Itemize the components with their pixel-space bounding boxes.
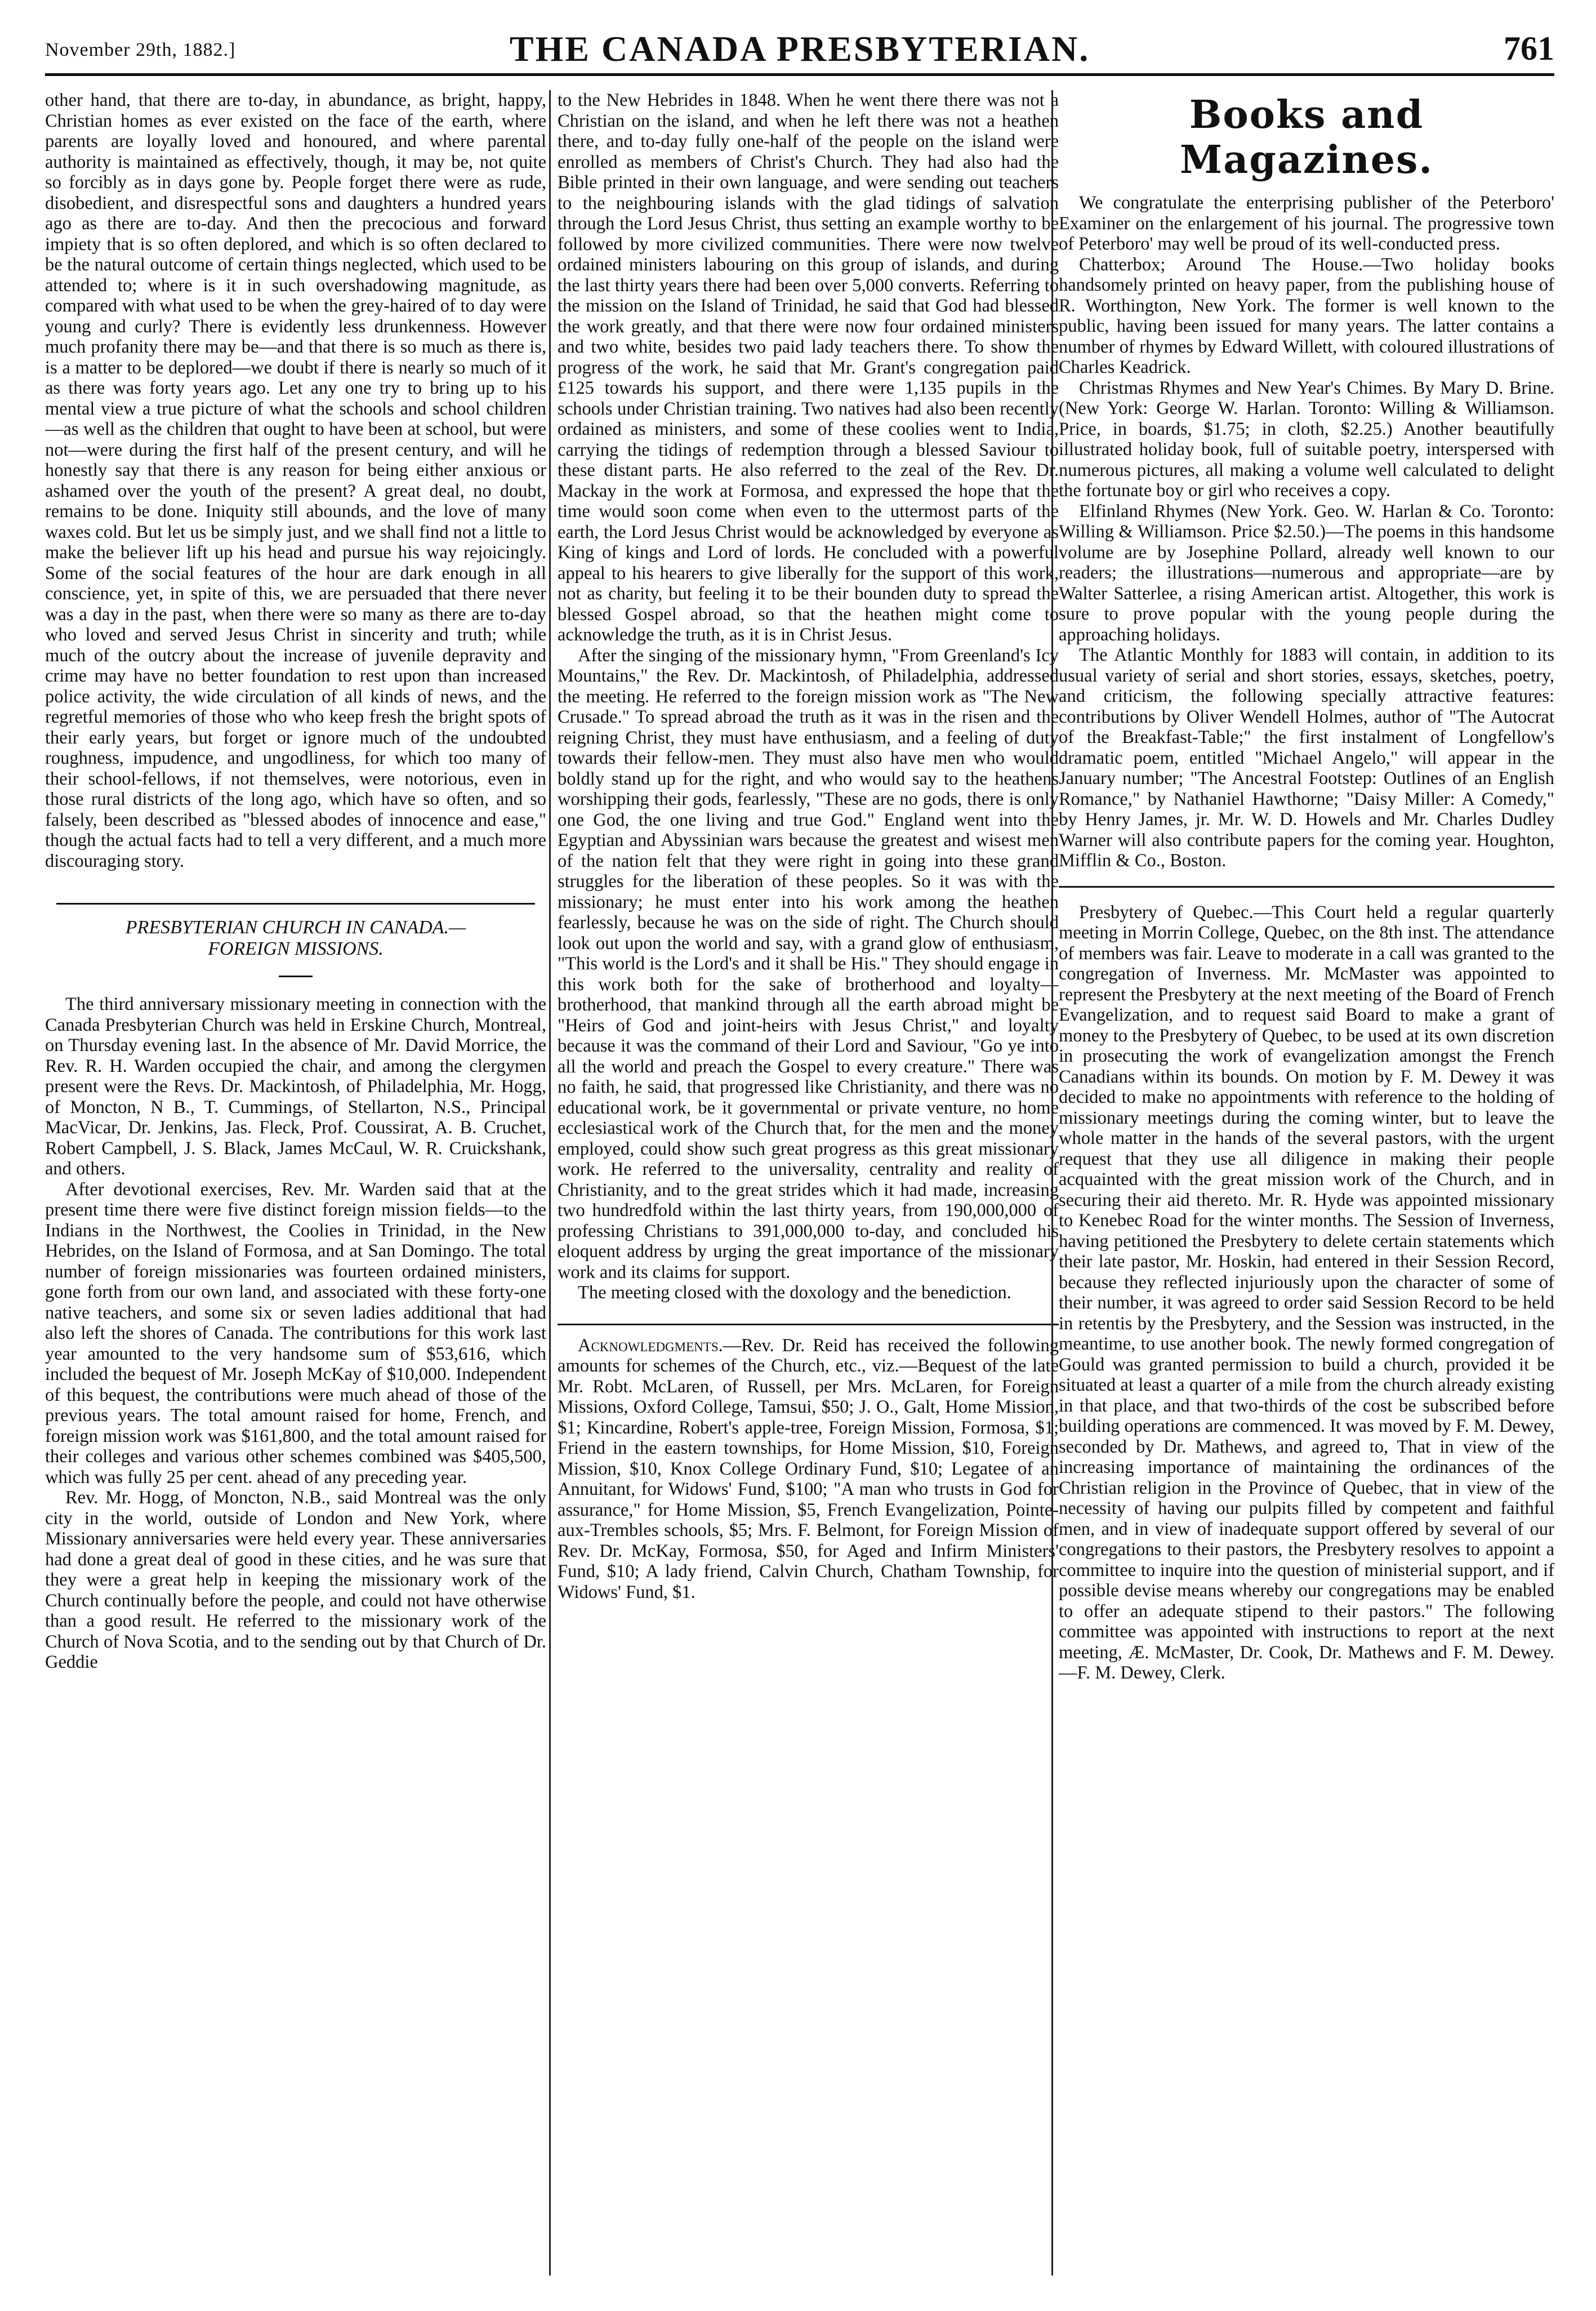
review-paragraph: Chatterbox; Around The House.—Two holiday books handsomely printed on heavy paper, from the publishing house of R. Worthington, New York. The former is well known to the public, having been issued for many years. The latter contains a number of rhymes by Edward Willett, with coloured illustrations of Charles Keadrick. <box>1059 254 1554 377</box>
review-paragraph: The Atlantic Monthly for 1883 will contain, in addition to its usual variety of serial and short stories, essays, sketches, poetry, and criticism, the following specially attractive features: contributions by Oliver Wendell Holmes, author of "The Autocrat of the Breakfast-Table;" the first instalment of Longfellow's dramatic poem, entitled "Michael Angelo," will appear in the January number; "The Ancestral Footstep: Outlines of an English Romance," by Nathaniel Hawthorne; "Daisy Miller: A Comedy," by Henry James, jr. Mr. W. D. Howels and Mr. Charles Dudley Warner will also contribute papers for the coming year. Houghton, Mifflin & Co., Boston. <box>1059 645 1554 871</box>
acknowledgments-paragraph <box>558 1335 1059 1603</box>
section-heading-foreign-missions <box>56 903 535 960</box>
books-and-magazines-section <box>1059 92 1554 888</box>
acknowledgments-heading: Acknowledgments. <box>578 1335 723 1356</box>
article-paragraph: to the New Hebrides in 1848. When he went there there was not a Christian on the island, and when he left there was not a heathen there, and to-day fully one-half of the people on the island were enrolled as members of Christ's Church. They had also had the Bible printed in their own language, and were sending out teachers to the neighbouring islands with the glad tidings of salvation through the Lord Jesus Christ, thus setting an example worthy to be followed by more civilized communities. There were now twelve ordained ministers labouring on this group of islands, and during the last thirty years there had been over 5,000 converts. Referring to the mission on the Island of Trinidad, he said that God had blessed the work greatly, and that there were now four ordained ministers and two white, besides two paid lady teachers there. To show the progress of the work, he said that Mr. Grant's congregation paid £125 towards his support, and there were 1,135 pupils in the schools under Christian training. Two natives had also been recently ordained as ministers, and some of these coolies went to India, carrying the tidings of redemption through a blessed Saviour to these distant parts. He also referred to the zeal of the Rev. Dr. Mackay in the work at Formosa, and expressed the hope that the time would soon come when even to the uttermost parts of the earth, the Lord Jesus Christ would be acknowledged by everyone as King of kings and Lord of lords. He concluded with a powerful appeal to his hearers to give liberally for the support of this work, not as charity, but feeling it to be their bounden duty to spread the blessed Gospel abroad, so that the heathen might come to acknowledge the truth, as it is in Christ Jesus. <box>558 90 1059 645</box>
section-heading-line: FOREIGN MISSIONS. <box>208 938 384 959</box>
page-number: 761 <box>1504 30 1554 67</box>
article-paragraph: After devotional exercises, Rev. Mr. Warden said that at the present time there were five distinct foreign mission fields—to the Indians in the Northwest, the Coolies in Trinidad, in the New Hebrides, on the Island of Formosa, and at San Domingo. The total number of foreign missionaries was fourteen ordained ministers, gone forth from our own land, and associated with these forty-one native teachers, and some six or seven ladies additional that had also left the shores of Canada. The contributions for this work last year amounted to the very handsome sum of $53,616, which included the bequest of Mr. Joseph McKay of $10,000. Independent of this bequest, the contributions were much ahead of those of the previous years. The total amount raised for home, French, and foreign mission work was $161,800, and the total amount raised for their colleges and various other schemes combined was $405,500, which was fully 25 per cent. ahead of any preceding year. <box>45 1179 546 1488</box>
acknowledgments-text: —Rev. Dr. Reid has received the following amounts for schemes of the Church, etc., viz.—Bequest of the late Mr. Robt. McLaren, of Russell, per Mrs. McLaren, for Foreign Missions, Oxford College, Tamsui, $50; J. O., Galt, Home Mission, $1; Kincardine, Robert's apple-tree, Foreign Mission, Formosa, $1; Friend in the eastern townships, for Home Mission, $10, Foreign Mission, $10, Knox College Ordinary Fund, $10; Legatee of an Annuitant, for Widows' Fund, $100; "A man who trusts in God for assurance," for Home Mission, $5, French Evangelization, Pointe-aux-Trembles schools, $5; Mrs. F. Belmont, for Foreign Mission of Rev. Dr. McKay, Formosa, $50, for Aged and Infirm Ministers' Fund, $10; A lady friend, Calvin Church, Chatham Township, for Widows' Fund, $1. <box>558 1335 1059 1602</box>
article-paragraph: The meeting closed with the doxology and the benediction. <box>578 1283 1011 1303</box>
acknowledgments-section <box>558 1324 1059 1603</box>
column-3 <box>1059 90 1554 2276</box>
column-1 <box>45 90 546 2276</box>
divider <box>279 976 313 977</box>
article-paragraph: After the singing of the missionary hymn, "From Greenland's Icy Mountains," the Rev. Dr. Mackintosh, of Philadelphia, addressed the meeting. He referred to the foreign mission work as "The New Crusade." To spread abroad the truth as it was in the risen and the reigning Christ, they must have enthusiasm, and a feeling of duty towards their fellow-men. They must also have men who would boldly stand up for the right, and who would say to the heathens worshipping their gods, fearlessly, "These are no gods, there is only one God, the one living and true God." England went into the Egyptian and Abyssinian wars because the greatest and wisest men of the nation felt that they were right in going into these grand struggles for the liberation of these peoples. So it was with the missionary; he must enter into his work among the heathen fearlessly, because he was on the side of right. The Church should look out upon the world and say, with a grand glow of enthusiasm, "This world is the Lord's and it shall be His." They should engage in this work both for the sake of brotherhood and loyalty—brotherhood, that mankind through all the earth abroad might be "Heirs of God and joint-heirs with Jesus Christ," and loyalty because it was the command of their Lord and Saviour, "Go ye into all the world and preach the Gospel to every creature." There was no faith, he said, that progressed like Christianity, and there was no educational work, be it governmental or private venture, no home ecclesiastical work of the Church that, for the men and the money employed, could show such great progress as this great missionary work. He referred to the universality, centrality and reality of Christianity, and to the great strides which it had made, increasing two hundredfold within the last thirty years, from 190,000,000 of professing Christians to 391,000,000 to-day, and concluded his eloquent address by urging the great importance of the missionary work and its claims for support. <box>558 645 1059 1283</box>
article-continuation: other hand, that there are to-day, in abundance, as bright, happy, Christian homes as ever existed on the face of the earth, where parents are loyally loved and honoured, and where parental authority is maintained as effectively, though, it may be, not quite so forcibly as in days gone by. People forget there were as rude, disobedient, and disrespectful sons and daughters a hundred years ago as there are to-day. And then the precocious and forward impiety that is so often deplored, and which is so often declared to be the natural outcome of certain things neglected, which used to be attended to; where is it in such overshadowing magnitude, as compared with what used to be when the grey-haired of to day were young and curly? There is evidently less drunkenness. However much profanity there may be—and that there is so much as there is, is a matter to be deplored—we doubt if there is nearly so much of it as there was forty years ago. Let any one try to bring up to his mental view a true picture of what the schools and school children—as well as the children that ought to have been at school, but were not—were during the first half of the present century, and will he honestly say that there is any reason for being either anxious or ashamed over the youth of the present? A great deal, no doubt, remains to be done. Iniquity still abounds, and the love of many waxes cold. But let us be simply just, and we shall find not a little to make the believer lift up his head and pursue his way rejoicingly. Some of the social features of the hour are dark enough in all conscience, yet, in spite of this, we are persuaded that there never was a day in the past, when there were so many as there are to-day who loved and served Jesus Christ in sincerity and truth; while much of the outcry about the increase of juvenile depravity and crime may have no better foundation to rest upon than increased police activity, the wide circulation of all kinds of news, and the regretful memories of those who who keep fresh the bright spots of their early years, but forget or ignore much of the undoubted roughness, impudence, and ungodliness, for which too many of their school-fellows, if not themselves, were notorious, even in those rural districts of the long ago, which have so often, and so falsely, been described as "blessed abodes of innocence and ease," though the actual facts had to tell a very different, and a much more discouraging story. <box>45 90 546 871</box>
presbytery-report: Presbytery of Quebec.—This Court held a regular quarterly meeting in Morrin College, Quebec, on the 8th inst. The attendance of members was fair. Leave to moderate in a call was granted to the congregation of Inverness. Mr. McMaster was appointed to represent the Presbytery at the next meeting of the Board of French Evangelization, and to request said Board to make a grant of money to the Presbytery of Quebec, to be used at its own discretion in prosecuting the work of evangelization amongst the French Canadians within its bounds. On motion by F. M. Dewey it was decided to make no appointments with reference to the holding of missionary meetings during the coming winter, but to leave the whole matter in the hands of the several pastors, with the urgent request that they use all diligence in making their people acquainted with the great mission work of the Church, and in securing their aid thereto. Mr. R. Hyde was appointed missionary to Kenebec Road for the winter months. The Session of Inverness, having petitioned the Presbytery to delete certain statements which their late pastor, Mr. Hoskin, had entered in their Session Record, because they reflected injuriously upon the character of some of their number, it was agreed to order said Session Record to be held in retentis by the Presbytery, and the Session was instructed, in the meantime, to use another book. The newly formed congregation of Gould was granted permission to build a church, provided it be situated at least a quarter of a mile from the church already existing in that place, and that two-thirds of the cost be subscribed before building operations are commenced. It was moved by F. M. Dewey, seconded by Dr. Mathews, and agreed to, That in view of the increasing importance of maintaining the ordinances of the Christian religion in the Province of Quebec, that in view of the necessity of having our pulpits filled by competent and faithful men, and in view of inadequate support offered by several of our congregations to their pastors, the Presbytery resolves to appoint a committee to inquire into the question of ministerial support, and if possible devise means whereby our congregations may be enabled to offer an adequate stipend to their pastors." The following committee was appointed with instructions to report at the next meeting, Æ. McMaster, Dr. Cook, Dr. Mathews and F. M. Dewey.—F. M. Dewey, Clerk. <box>1059 902 1554 1683</box>
review-paragraph: We congratulate the enterprising publisher of the Peterboro' Examiner on the enlargement of his journal. The progressive town of Peterboro' may well be proud of its well-conducted press. <box>1059 193 1554 254</box>
column-divider <box>549 90 551 2276</box>
review-paragraph: Elfinland Rhymes (New York. Geo. W. Harlan & Co. Toronto: Willing & Williamson. Price $2.50.)—The poems in this handsome volume are by Josephine Pollard, already well known to our readers; the illustrations—numerous and appropriate—are by Walter Satterlee, a rising American artist. Altogether, this work is sure to prove popular with the young people during the approaching holidays. <box>1059 501 1554 645</box>
issue-date: November 29th, 1882.] <box>45 39 236 60</box>
section-heading-line: PRESBYTERIAN CHURCH IN CANADA.— <box>125 917 466 938</box>
article-paragraph: Rev. Mr. Hogg, of Moncton, N.B., said Montreal was the only city in the world, outside of London and New York, where Missionary anniversaries were held every year. These anniversaries had done a great deal of good in these cities, and he was sure that they were a great help in keeping the missionary work of the Church continually before the people, and could not have otherwise than a good result. He referred to the missionary work of the Church of Nova Scotia, and to the sending out by that Church of Dr. Geddie <box>45 1488 546 1672</box>
masthead <box>45 23 1554 76</box>
books-and-magazines-heading: Books and Magazines. <box>1179 92 1434 182</box>
article-paragraph: The third anniversary missionary meeting in connection with the Canada Presbyterian Church was held in Erskine Church, Montreal, on Thursday evening last. In the absence of Mr. David Morrice, the Rev. R. H. Warden occupied the chair, and among the clergymen present were the Revs. Dr. Mackintosh, of Philadelphia, Mr. Hogg, of Moncton, N B., T. Cummings, of Stellarton, N.S., Principal MacVicar, Dr. Jenkins, Jas. Fleck, Prof. Coussirat, A. B. Cruchet, Robert Campbell, J. S. Black, James McCaul, W. R. Cruickshank, and others. <box>45 994 546 1179</box>
review-paragraph: Christmas Rhymes and New Year's Chimes. By Mary D. Brine. (New York: George W. Harlan. Toronto: Willing & Williamson. Price, in boards, $1.75; in cloth, $2.25.) Another beautifully illustrated holiday book, full of suitable poetry, interspersed with numerous pictures, all making a volume well calculated to delight the fortunate boy or girl who receives a copy. <box>1059 377 1554 501</box>
publication-title: THE CANADA PRESBYTERIAN. <box>509 29 1090 69</box>
column-2 <box>558 90 1059 2276</box>
